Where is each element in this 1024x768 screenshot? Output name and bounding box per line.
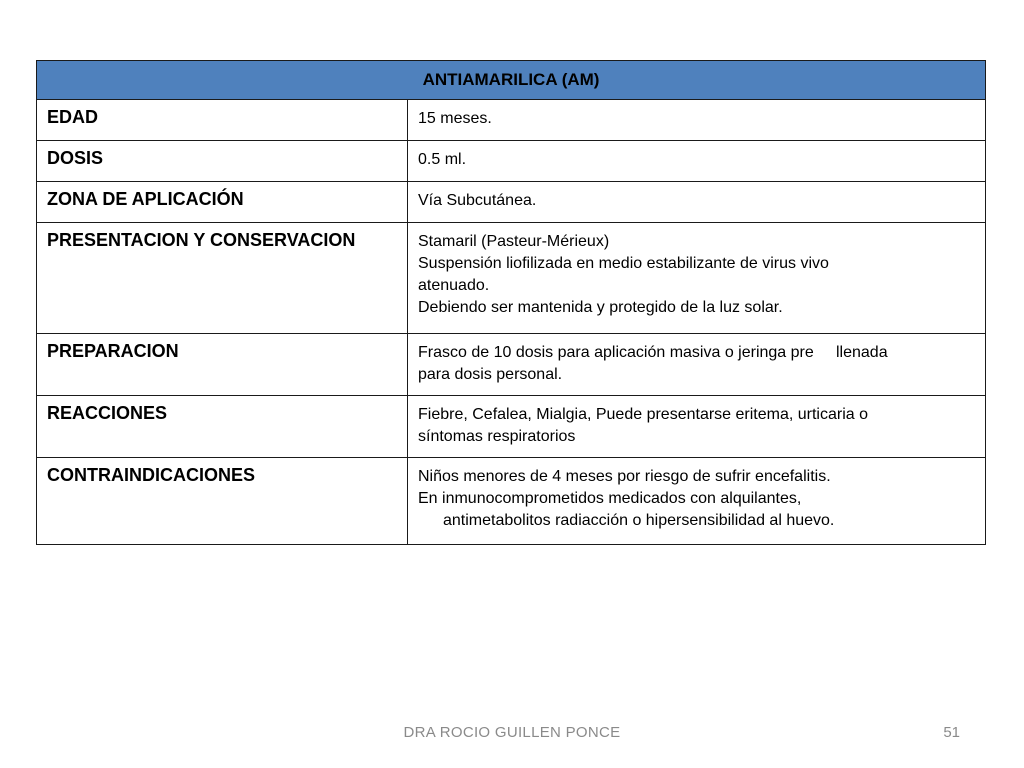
- value-line: atenuado.: [418, 277, 490, 294]
- value-line: Suspensión liofilizada en medio estabilizante de virus vivo: [418, 255, 829, 272]
- table-row: [37, 182, 986, 223]
- row-label-preparacion: PREPARACION: [37, 334, 408, 396]
- row-value-presentacion: [408, 223, 986, 334]
- value-line: Debiendo ser mantenida y protegido de la luz solar.: [418, 299, 783, 316]
- table-row: [37, 141, 986, 182]
- row-value-reacciones: [408, 396, 986, 458]
- row-label-dosis: DOSIS: [37, 141, 408, 182]
- value-line: Niños menores de 4 meses por riesgo de sufrir encefalitis.: [418, 468, 831, 485]
- row-label-zona: ZONA DE APLICACIÓN: [37, 182, 408, 223]
- value-line: 15 meses.: [418, 110, 492, 127]
- value-line: antimetabolitos radiacción o hipersensibilidad al huevo.: [443, 512, 835, 529]
- row-label-edad: EDAD: [37, 100, 408, 141]
- row-value-contraindicaciones: [408, 458, 986, 545]
- table-row: [37, 223, 986, 334]
- table-row: [37, 458, 986, 545]
- value-line: Frasco de 10 dosis para aplicación masiva o jeringa pre llenada: [418, 344, 888, 361]
- page-number: 51: [943, 724, 960, 741]
- table-row: [37, 334, 986, 396]
- value-line: Fiebre, Cefalea, Mialgia, Puede presentarse eritema, urticaria o: [418, 406, 868, 423]
- row-label-reacciones: REACCIONES: [37, 396, 408, 458]
- value-line: 0.5 ml.: [418, 151, 467, 168]
- value-line: para dosis personal.: [418, 366, 563, 383]
- row-value-preparacion: [408, 334, 986, 396]
- row-value-edad: [408, 100, 986, 141]
- value-line: Stamaril (Pasteur-Mérieux): [418, 233, 610, 250]
- table-title: ANTIAMARILICA (AM): [37, 61, 986, 100]
- row-value-dosis: [408, 141, 986, 182]
- row-label-contraindicaciones: CONTRAINDICACIONES: [37, 458, 408, 545]
- vaccine-table: [36, 60, 986, 545]
- table-row: [37, 100, 986, 141]
- row-label-presentacion: PRESENTACION Y CONSERVACION: [37, 223, 408, 334]
- table-row: [37, 396, 986, 458]
- value-line: En inmunocomprometidos medicados con alquilantes,: [418, 490, 802, 507]
- footer-author: DRA ROCIO GUILLEN PONCE: [403, 724, 621, 741]
- value-line: Vía Subcutánea.: [418, 192, 537, 209]
- row-value-zona: [408, 182, 986, 223]
- table-header-row: [37, 61, 986, 100]
- value-line: síntomas respiratorios: [418, 428, 576, 445]
